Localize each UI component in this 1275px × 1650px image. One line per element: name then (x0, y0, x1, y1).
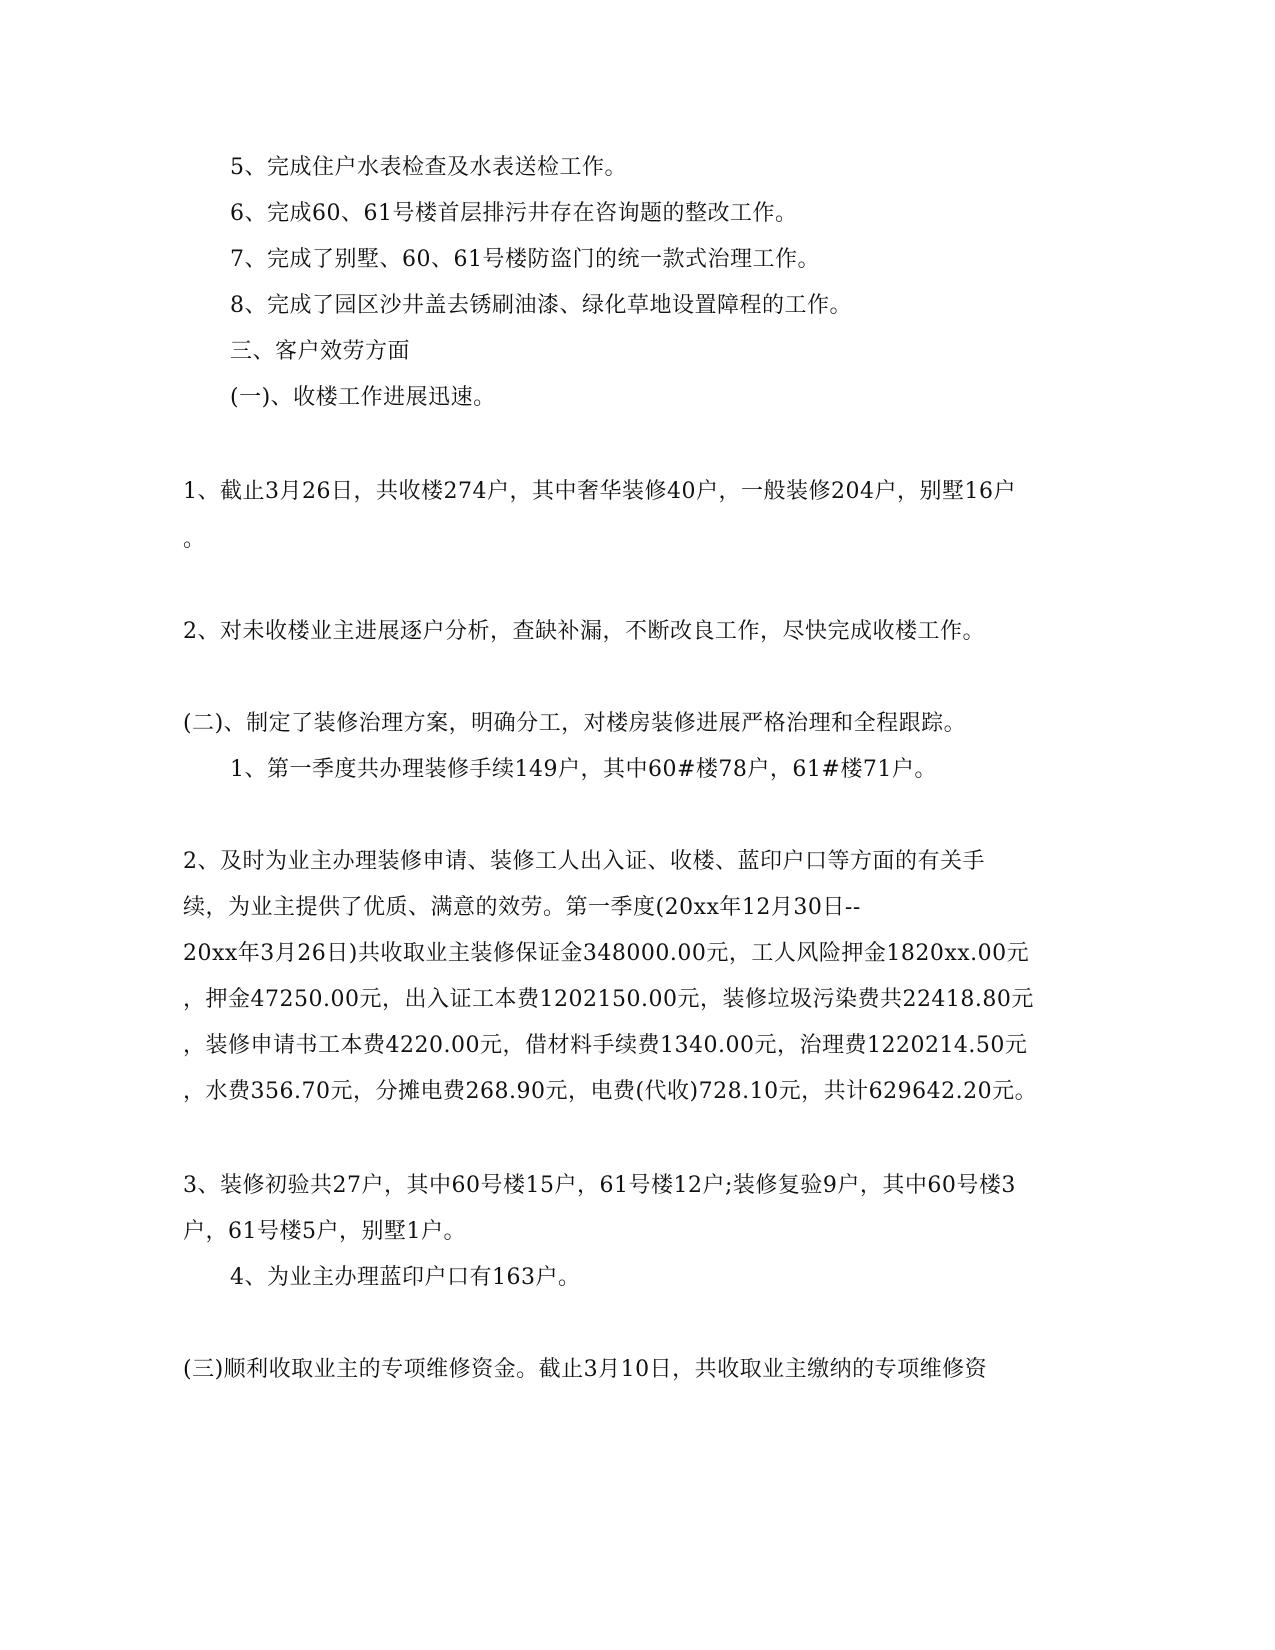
text-line: 3、装修初验共27户，其中60号楼15户，61号楼12户;装修复验9户，其中60号楼3 (183, 1173, 1016, 1198)
text-line: 2、对未收楼业主进展逐户分析，查缺补漏，不断改良工作，尽快完成收楼工作。 (183, 619, 985, 644)
text-line: 。 (183, 527, 206, 552)
subsection-heading: (二)、制定了装修治理方案，明确分工，对楼房装修进展严格治理和全程跟踪。 (183, 711, 967, 736)
text-line: 1、截止3月26日，共收楼274户，其中奢华装修40户，一般装修204户，别墅16户 (183, 479, 1016, 504)
text-line: 户，61号楼5户，别墅1户。 (183, 1219, 466, 1244)
text-line: 1、第一季度共办理装修手续149户，其中60#楼78户，61#楼71户。 (230, 757, 937, 782)
text-line: ，水费356.70元，分摊电费268.90元，电费(代收)728.10元，共计629642.20元。 (183, 1079, 1038, 1104)
text-line: 7、完成了别墅、60、61号楼防盗门的统一款式治理工作。 (230, 247, 820, 272)
text-line: 2、及时为业主办理装修申请、装修工人出入证、收楼、蓝印户口等方面的有关手 (183, 849, 985, 874)
subsection-heading: (三)顺利收取业主的专项维修资金。截止3月10日，共收取业主缴纳的专项维修资 (183, 1357, 988, 1382)
text-line: 4、为业主办理蓝印户口有163户。 (230, 1265, 581, 1290)
text-line: 6、完成60、61号楼首层排污井存在咨询题的整改工作。 (230, 201, 798, 226)
subsection-heading: (一)、收楼工作进展迅速。 (230, 385, 496, 410)
section-heading: 三、客户效劳方面 (230, 339, 411, 364)
text-line: 8、完成了园区沙井盖去锈刷油漆、绿化草地设置障程的工作。 (230, 293, 852, 318)
text-line: 续，为业主提供了优质、满意的效劳。第一季度(20xx年12月30日-- (183, 895, 861, 920)
text-line: 5、完成住户水表检查及水表送检工作。 (230, 155, 627, 180)
text-line: ，装修申请书工本费4220.00元，借材料手续费1340.00元，治理费1220214.50元 (183, 1033, 1028, 1058)
text-line: ，押金47250.00元，出入证工本费1202150.00元，装修垃圾污染费共22418.80元 (183, 987, 1034, 1012)
text-line: 20xx年3月26日)共收取业主装修保证金348000.00元，工人风险押金1820xx.00元 (183, 941, 1030, 966)
